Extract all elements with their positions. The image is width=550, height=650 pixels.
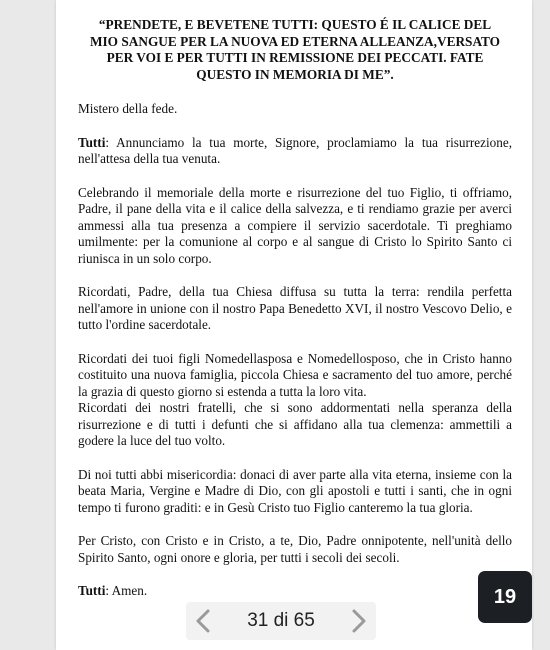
speaker-label: Tutti [78, 134, 106, 150]
document-content [78, 17, 512, 617]
document-page [56, 0, 532, 650]
paragraph-church: Ricordati, Padre, della tua Chiesa diffusa su tutta la terra: rendila perfetta nell'amore in unione con il nostro Papa Benedetto XVI, il nostro Vescovo Delio, e tutto l'ordine sacerdotale. [78, 284, 512, 332]
speaker-label: Tutti [78, 583, 106, 598]
next-page-button[interactable] [342, 604, 376, 638]
chevron-left-icon [194, 608, 212, 634]
paragraph-deceased: Ricordati dei nostri fratelli, che si sono addormentati nella speranza della risurrezione e di tutti i defunti che si affidano alla tua clemenza: ammettili a godere la luce del tuo volto. [78, 400, 512, 448]
paragraph-couple: Ricordati dei tuoi figli Nomedellasposa e Nomedellosposo, che in Cristo hanno costituito una nuova famiglia, piccola Chiesa e sacramento del tuo amore, perché la grazia di questo giorno si estenda a tutta la loro vita. [78, 350, 512, 399]
paragraph-memorial: Celebrando il memoriale della morte e risurrezione del tuo Figlio, ti offriamo, Padre, il pane della vita e il calice della salvezza, e ti rendiamo grazie per averci ammessi alla tua presenza a compiere il servizio sacerdotale. Ti preghiamo umilmente: per la comunione al corpo e al sangue di Cristo lo Spirito Santo ci riunisca in un solo corpo. [78, 184, 512, 266]
paragraph-acclamation [78, 135, 512, 168]
paragraph-amen [78, 583, 512, 600]
page-navigator [186, 602, 376, 640]
acclamation-text: : Annunciamo la tua morte, Signore, proclamiamo la tua risurrezione, nell'attesa della tua venuta. [78, 134, 512, 166]
amen-text: : Amen. [105, 583, 148, 598]
prev-page-button[interactable] [186, 604, 220, 638]
consecration-heading: “PRENDETE, E BEVETENE TUTTI: QUESTO É IL CALICE DEL MIO SANGUE PER LA NUOVA ED ETERNA ALLEANZA,VERSATO PER VOI E PER TUTTI IN REMISSIONE DEI PECCATI. FATE QUESTO IN MEMORIA DI ME”. [89, 17, 501, 82]
paragraph-mercy: Di noi tutti abbi misericordia: donaci di aver parte alla vita eterna, insieme con la beata Maria, Vergine e Madre di Dio, con gli apostoli e tutti i santi, che in ogni tempo ti furono graditi: e in Gesù Cristo tuo Figlio canteremo la tua gloria. [78, 466, 512, 515]
paragraph-doxology: Per Cristo, con Cristo e in Cristo, a te, Dio, Padre onnipotente, nell'unità dello Spirito Santo, ogni onore e gloria, per tutti i secoli dei secoli. [78, 533, 512, 565]
notification-badge[interactable]: 19 [478, 571, 532, 623]
chevron-right-icon [350, 608, 368, 634]
paragraph-mystery: Mistero della fede. [78, 101, 178, 116]
page-counter: 31 di 65 [247, 610, 315, 631]
